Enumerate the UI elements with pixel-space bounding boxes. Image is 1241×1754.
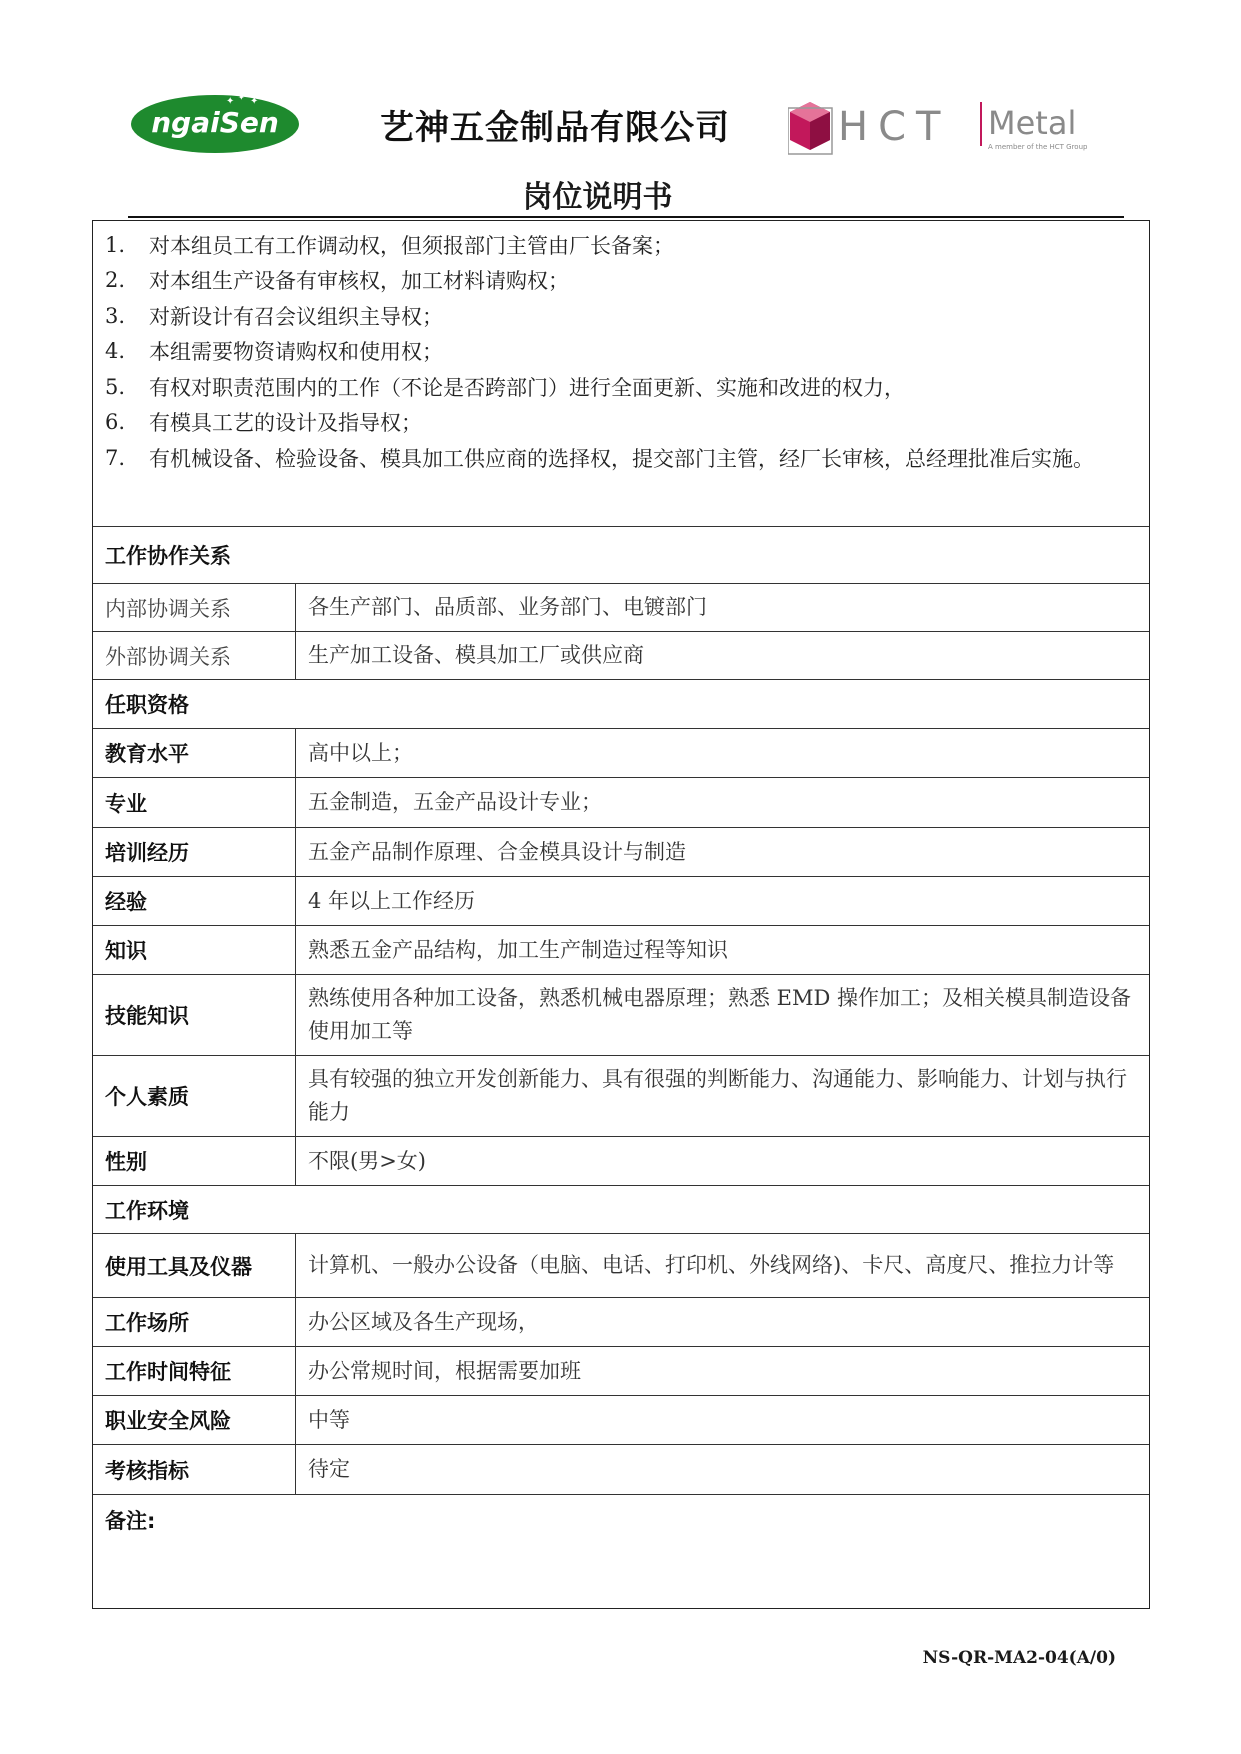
row-label: 经验: [93, 877, 296, 925]
authority-item: [105, 263, 1137, 299]
svg-text:✦: ✦: [226, 96, 235, 107]
hct-tagline: A member of the HCT Group: [988, 143, 1088, 151]
authorities-section: [93, 221, 1149, 526]
document-title: 岗位说明书: [522, 180, 673, 215]
qualification-row: [93, 777, 1149, 827]
authority-item: [105, 298, 1137, 334]
company-name: 艺神五金制品有限公司: [380, 108, 730, 148]
row-value: 办公区域及各生产现场，: [308, 1309, 539, 1334]
environment-row: [93, 1297, 1149, 1346]
remarks-row: [93, 1494, 1149, 1608]
qualification-row: [93, 1055, 1149, 1136]
row-value: 中等: [308, 1407, 350, 1432]
row-value: 生产加工设备、模具加工厂或供应商: [308, 643, 644, 667]
row-label: 工作时间特征: [93, 1347, 296, 1395]
row-label: 使用工具及仪器: [93, 1234, 296, 1297]
authority-text: 对本组生产设备有审核权，加工材料请购权；: [149, 269, 569, 294]
row-value: 具有较强的独立开发创新能力、具有很强的判断能力、沟通能力、影响能力、计划与执行能力: [308, 1067, 1127, 1124]
qualification-row: [93, 876, 1149, 925]
authority-text: 有机械设备、检验设备、模具加工供应商的选择权，提交部门主管，经厂长审核，总经理批准后实施。: [149, 446, 1094, 471]
row-label: 考核指标: [93, 1445, 296, 1494]
row-value: 4 年以上工作经历: [308, 888, 476, 913]
row-value: 熟练使用各种加工设备，熟悉机械电器原理；熟悉 EMD 操作加工；及相关模具制造设备使用加工等: [308, 986, 1132, 1043]
authority-text: 本组需要物资请购权和使用权；: [149, 340, 443, 365]
section-title: 工作协作关系: [105, 544, 231, 568]
authority-number: 6.: [105, 410, 126, 435]
svg-text:✦: ✦: [250, 96, 259, 107]
authority-item: [105, 405, 1137, 441]
row-value: 熟悉五金产品结构，加工生产制造过程等知识: [308, 937, 728, 962]
qualification-row: [93, 1136, 1149, 1185]
internal-coordination-row: [93, 583, 1149, 631]
qualification-row: [93, 827, 1149, 876]
section-title: 任职资格: [105, 693, 189, 717]
row-value: 办公常规时间，根据需要加班: [308, 1358, 581, 1383]
remarks-label: 备注:: [105, 1509, 156, 1533]
authority-item: [105, 227, 1137, 263]
qualification-row: [93, 728, 1149, 777]
authority-text: 有权对职责范围内的工作（不论是否跨部门）进行全面更新、实施和改进的权力，: [149, 375, 905, 400]
row-label: 教育水平: [93, 729, 296, 777]
row-label: 培训经历: [93, 828, 296, 876]
document-code: NS-QR-MA2-04(A/0): [922, 1648, 1116, 1668]
environment-section-header: [93, 1185, 1149, 1233]
metal-text: Metal: [988, 104, 1077, 142]
authorities-list: [93, 221, 1149, 526]
row-value: 五金产品制作原理、合金模具设计与制造: [308, 839, 686, 864]
authority-text: 有模具工艺的设计及指导权；: [149, 411, 422, 436]
qualification-row: [93, 925, 1149, 974]
row-label: 知识: [93, 926, 296, 974]
authority-item: [105, 440, 1137, 476]
qualification-row: [93, 974, 1149, 1055]
row-value: 五金制造，五金产品设计专业；: [308, 790, 602, 814]
row-value: 各生产部门、品质部、业务部门、电镀部门: [308, 595, 707, 619]
authority-item: [105, 334, 1137, 370]
row-label: 工作场所: [93, 1298, 296, 1346]
external-coordination-row: [93, 631, 1149, 679]
authority-number: 3.: [105, 303, 126, 328]
svg-text:✦: ✦: [238, 93, 245, 102]
qualifications-section-header: [93, 679, 1149, 728]
title-divider: [128, 216, 1124, 218]
row-value: 计算机、一般办公设备（电脑、电话、打印机、外线网络)、卡尺、高度尺、推拉力计等: [308, 1253, 1115, 1277]
cooperation-section-header: [93, 526, 1149, 583]
ngaisen-logo-text: ngaiSen: [151, 106, 279, 139]
row-label: 专业: [93, 778, 296, 827]
row-label: 外部协调关系: [93, 632, 296, 679]
authority-number: 2.: [105, 268, 126, 293]
section-title: 工作环境: [105, 1198, 189, 1223]
environment-row: [93, 1233, 1149, 1297]
row-value: 高中以上；: [308, 740, 413, 765]
row-value: 待定: [308, 1457, 350, 1481]
row-label: 内部协调关系: [93, 584, 296, 631]
environment-row: [93, 1395, 1149, 1444]
authority-text: 对本组员工有工作调动权，但须报部门主管由厂长备案；: [149, 233, 674, 258]
environment-row: [93, 1346, 1149, 1395]
authority-number: 1.: [105, 232, 126, 257]
hct-metal-logo: [788, 100, 1108, 156]
authority-number: 4.: [105, 339, 126, 364]
row-label: 性别: [93, 1137, 296, 1185]
row-label: 个人素质: [93, 1056, 296, 1136]
authority-number: 5.: [105, 374, 126, 399]
hct-text: HCT: [838, 104, 951, 150]
ngaisen-logo: [130, 88, 300, 154]
row-value: 不限(男>女): [308, 1148, 426, 1173]
environment-row: [93, 1444, 1149, 1494]
row-label: 职业安全风险: [93, 1396, 296, 1444]
authority-text: 对新设计有召会议组织主导权；: [149, 304, 443, 329]
document-header: [0, 0, 1241, 220]
row-label: 技能知识: [93, 975, 296, 1055]
authority-item: [105, 369, 1137, 405]
authority-number: 7.: [105, 445, 126, 470]
job-description-form: [92, 220, 1150, 1609]
